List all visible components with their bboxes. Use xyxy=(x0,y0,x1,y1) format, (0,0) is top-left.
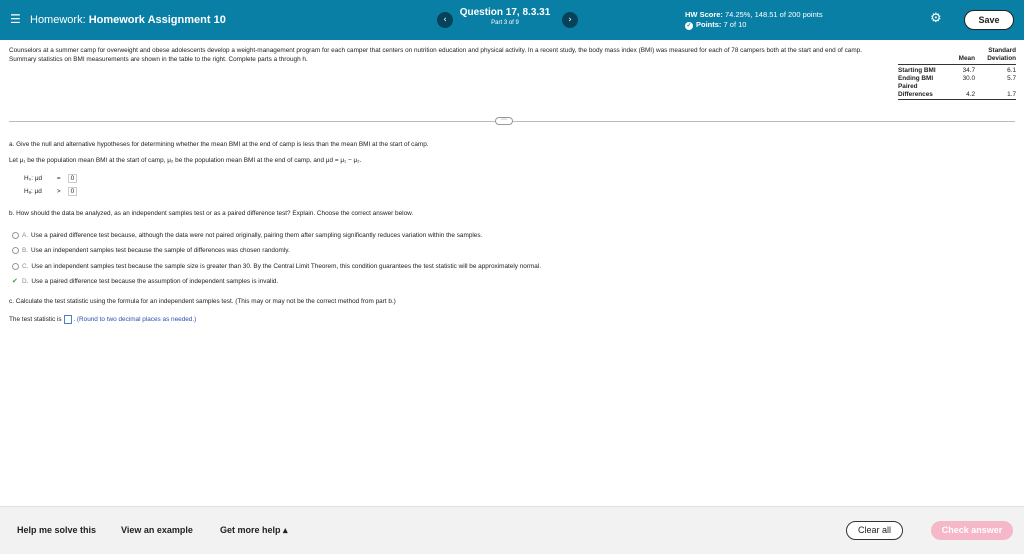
part-c-question: c. Calculate the test statistic using the formula for an independent samples test. (This may or may not be the correct method from part b.) xyxy=(9,298,396,305)
top-bar xyxy=(0,0,1024,40)
bottom-bar xyxy=(0,506,1024,554)
clear-all-button[interactable]: Clear all xyxy=(846,521,903,540)
score-label: HW Score: xyxy=(685,10,723,19)
chevron-left-icon[interactable]: ‹ xyxy=(437,12,453,28)
checkmark-icon: ✔ xyxy=(12,277,18,285)
chevron-right-icon[interactable]: › xyxy=(562,12,578,28)
gear-icon[interactable]: ⚙ xyxy=(930,11,942,26)
get-more-help-button[interactable]: Get more help ▴ xyxy=(220,525,288,535)
table-row: Differences 4.2 1.7 xyxy=(898,91,1016,98)
points-value: 7 of 10 xyxy=(723,20,747,29)
points-icon: ✓ xyxy=(686,23,692,29)
rounding-hint: (Round to two decimal places as needed.) xyxy=(76,316,197,324)
hamburger-icon[interactable]: ☰ xyxy=(10,12,21,26)
radio-button[interactable] xyxy=(12,232,19,239)
problem-statement: Counselors at a summer camp for overweight and obese adolescents develop a weight-management program for each camper that centers on nutrition education and physical activity. In a recent study, the body mass index (BMI) was measured for each of 78 campers both at the start and end of camp. Summary statistics on BMI measurements are shown in the table to the right. Complete parts a through h. xyxy=(9,47,863,63)
column-mean: Mean xyxy=(952,47,975,65)
null-hypothesis xyxy=(24,174,77,183)
h0-symbol: H₀: μd xyxy=(24,175,43,182)
radio-button[interactable] xyxy=(12,263,19,270)
homework-prefix: Homework: xyxy=(30,14,86,26)
choice-d[interactable]: ✔ D. Use a paired difference test because the assumption of independent samples is invalid. xyxy=(12,277,279,286)
homework-name: Homework Assignment 10 xyxy=(88,14,226,26)
table-row: Paired xyxy=(898,83,918,90)
question-indicator xyxy=(455,7,555,28)
test-statistic-prompt: The test statistic is . (Round to two decimal places as needed.) xyxy=(9,316,197,324)
summary-statistics-table xyxy=(898,47,1016,100)
homework-title xyxy=(30,14,226,27)
score-value: 74.25%, 148.51 of 200 points xyxy=(725,10,823,19)
score-block xyxy=(685,10,823,30)
table-row: Ending BMI 30.0 5.7 xyxy=(898,75,1016,82)
part-b-question: b. How should the data be analyzed, as an independent samples test or as a paired difference test? Explain. Choose the correct answer below. xyxy=(9,210,414,217)
ha-value[interactable]: 0 xyxy=(68,187,78,196)
save-button[interactable]: Save xyxy=(964,10,1014,30)
h0-value[interactable]: 0 xyxy=(68,174,78,183)
h0-operator[interactable]: = xyxy=(56,175,61,182)
choice-a[interactable]: A. Use a paired difference test because, although the data were not paired originally, pairing them after sampling significantly reduces variation within the samples. xyxy=(12,231,482,240)
help-me-solve-button[interactable]: Help me solve this xyxy=(17,525,97,535)
question-title: Question 17, 8.3.31 xyxy=(459,7,551,18)
choice-c[interactable]: C. Use an independent samples test because the sample size is greater than 30. By the Central Limit Theorem, this condition guarantees the test statistic will be approximately normal. xyxy=(12,262,541,271)
view-example-button[interactable]: View an example xyxy=(121,525,193,535)
ha-symbol: Hₐ: μd xyxy=(24,188,42,195)
check-answer-button[interactable]: Check answer xyxy=(931,521,1013,540)
radio-button[interactable] xyxy=(12,247,19,254)
points-label: Points: xyxy=(696,20,722,29)
ha-operator[interactable]: > xyxy=(56,188,61,195)
table-row: Starting BMI 34.7 6.1 xyxy=(898,67,1016,74)
choice-b[interactable]: B. Use an independent samples test because the sample of differences was chosen randomly. xyxy=(12,246,290,255)
alternative-hypothesis xyxy=(24,187,77,196)
part-a-question: a. Give the null and alternative hypotheses for determining whether the mean BMI at the end of camp is less than the mean BMI at the start of camp. xyxy=(9,141,429,148)
test-statistic-input[interactable] xyxy=(64,315,72,324)
part-a-definition: Let μ₁ be the population mean BMI at the start of camp, μ₂ be the population mean BMI at the end of camp, and μd = μ₁ − μ₂. xyxy=(9,157,362,164)
question-part: Part 3 of 9 xyxy=(491,20,519,26)
expand-ellipsis-icon[interactable]: ⋯ xyxy=(495,117,513,125)
column-standard-deviation: Standard Deviation xyxy=(975,47,1016,65)
